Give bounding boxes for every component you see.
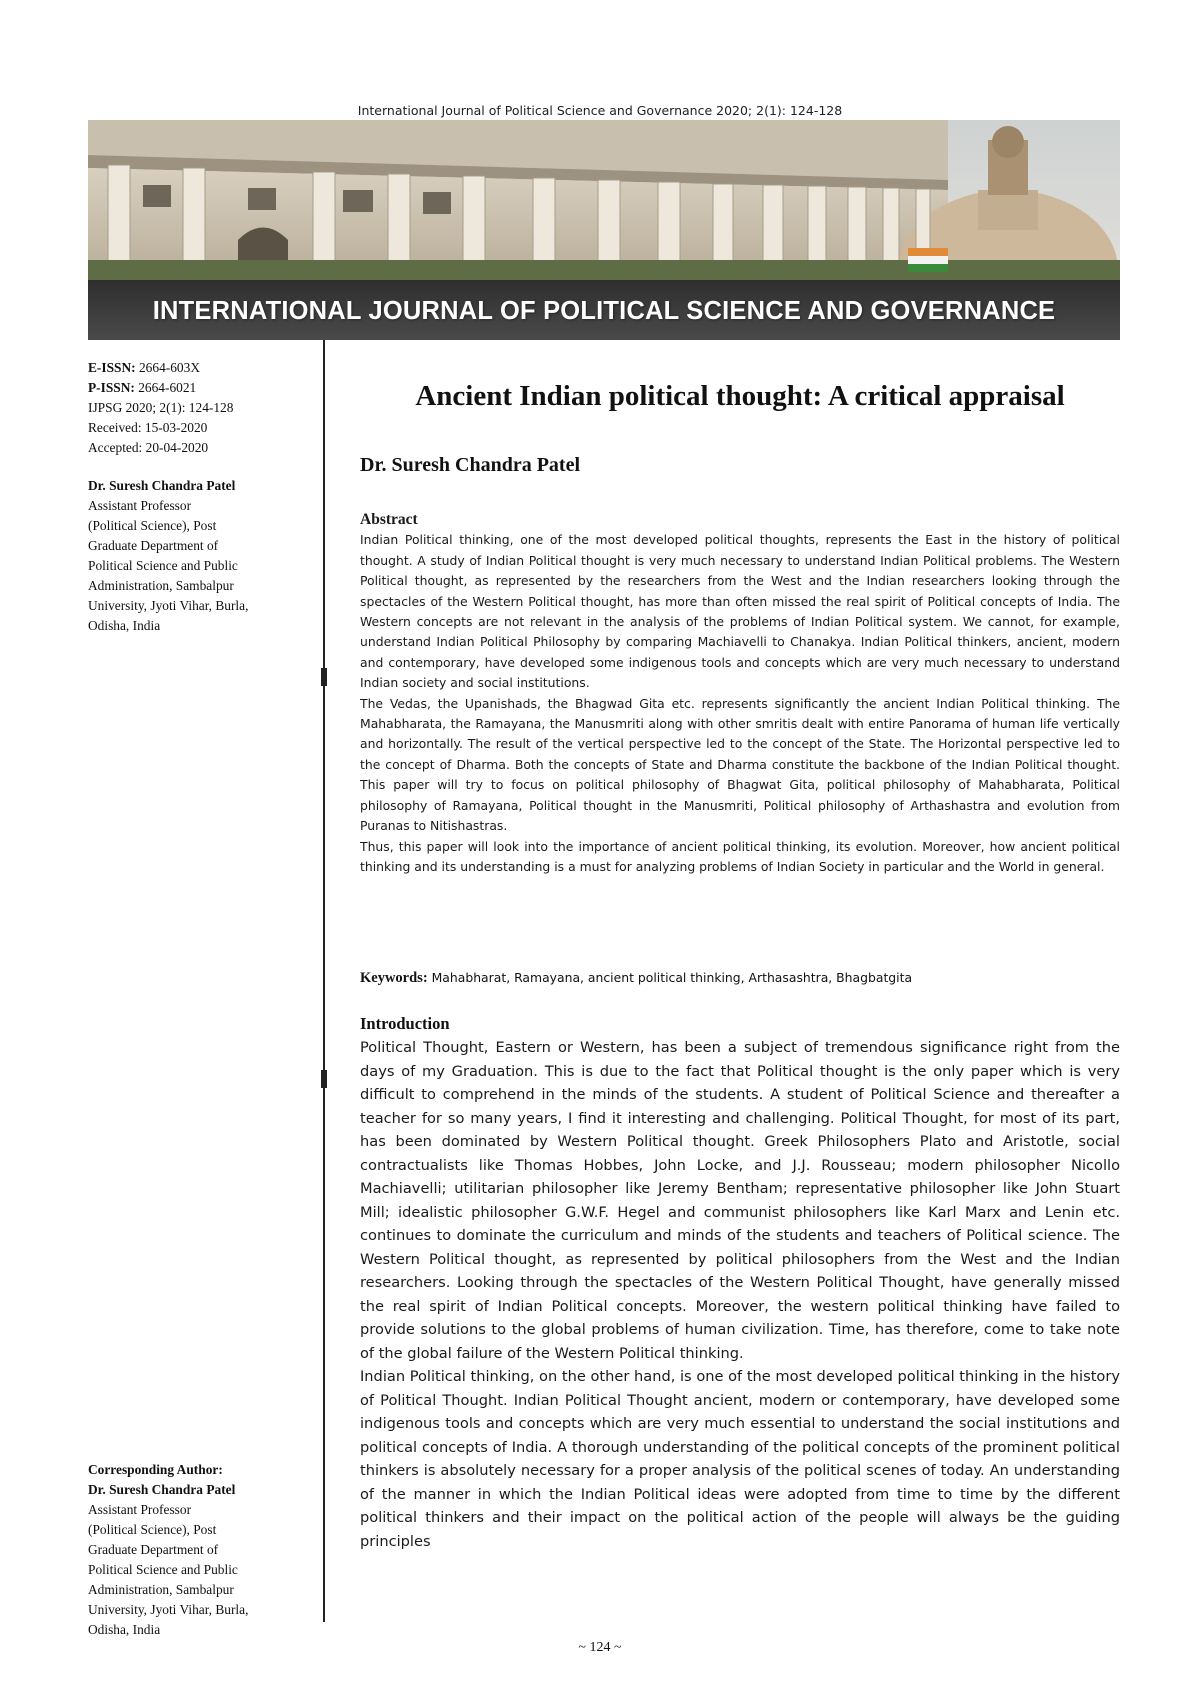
journal-banner xyxy=(88,120,1120,340)
corresponding-name: Dr. Suresh Chandra Patel xyxy=(88,1482,236,1497)
keywords-line xyxy=(360,970,1120,987)
divider-tick xyxy=(321,1070,327,1088)
affiliation-line: Administration, Sambalpur xyxy=(88,578,234,593)
intro-paragraph: Political Thought, Eastern or Western, has been a subject of tremendous significance right from the days of my Graduation. This is due to the fact that Political thought is the only paper which is very difficult to comprehend in the minds of the students. A student of Political Science and thereafter a teacher for so many years, I find it interesting and challenging. Political Thought, for most of its part, has been dominated by Western Political thought. Greek Philosophers Plato and Aristotle, social contractualists like Thomas Hobbes, John Locke, and J.J. Rousseau; modern philosopher Nicollo Machiavelli; utilitarian philosopher like Jeremy Bentham; representative philosopher like John Stuart Mill; idealistic philosopher G.W.F. Hegel and communist philosophers like Karl Marx and Lenin etc. continues to dominate the curriculum and minds of the students and teachers of Political science. The Western Political thought, as represented by political philosophers from the West and the Indian researchers. Looking through the spectacles of the Western Political Thought, have generally missed the real spirit of Indian Political concepts. Moreover, the western political thinking have failed to provide solutions to the global problems of human civilization. Time, has therefore, come to take note of the global failure of the Western Political thinking. xyxy=(360,1039,1120,1362)
article-author: Dr. Suresh Chandra Patel xyxy=(360,454,581,476)
column-divider xyxy=(323,340,325,1622)
banner-journal-title: INTERNATIONAL JOURNAL OF POLITICAL SCIENCE AND GOVERNANCE xyxy=(152,297,1056,325)
eissn-value: 2664-603X xyxy=(135,360,200,375)
publication-info xyxy=(88,358,303,636)
affiliation-line: Political Science and Public xyxy=(88,1562,238,1577)
accepted-date: Accepted: 20-04-2020 xyxy=(88,440,209,455)
abstract-paragraph: Indian Political thinking, one of the most developed political thoughts, represents the East in the history of political thought. A study of Indian Political thought is very much necessary to understand Indian Political problems. The Western Political thought, as represented by the researchers from the West and the Indian researchers looking through the spectacles of the Western Political thought, has more than often missed the real spirit of Political concepts of India. The Western concepts are not relevant in the analysis of the problems of Indian Political system. We cannot, for example, understand Indian Political Philosophy by comparing Machiavelli to Chanakya. Indian Political thinkers, ancient, modern and contemporary, have developed some indigenous tools and concepts which are very much necessary to understand Indian society and social institutions. xyxy=(360,532,1120,691)
corresponding-author-block xyxy=(88,1460,303,1640)
keywords-value: Mahabharat, Ramayana, ancient political thinking, Arthasashtra, Bhagbatgita xyxy=(427,970,913,985)
affiliation-line: (Political Science), Post xyxy=(88,1522,217,1537)
eissn-label: E-ISSN: xyxy=(88,360,136,375)
sidebar-author-name: Dr. Suresh Chandra Patel xyxy=(88,478,236,493)
affiliation-line: University, Jyoti Vihar, Burla, xyxy=(88,1602,249,1617)
abstract-heading: Abstract xyxy=(360,511,418,528)
abstract-paragraph: The Vedas, the Upanishads, the Bhagwad Gita etc. represents significantly the ancient Indian Political thinking. The Mahabharata, the Ramayana, the Manusmriti along with other smritis dealt with entire Panorama of human life vertically and horizontally. The result of the vertical perspective led to the concept of the State. The Horizontal perspective led to the concept of Dharma. Both the concepts of State and Dharma constitute the backbone of the Indian Political thought. This paper will try to focus on political philosophy of Bhagwat Gita, political philosophy of Mahabharata, Political philosophy of Ramayana, Political thought in the Manusmriti, Political philosophy of Arthashastra and evolution from Puranas to Nitishastras. xyxy=(360,695,1120,834)
affiliation-line: Odisha, India xyxy=(88,1622,161,1637)
article-title: Ancient Indian political thought: A critical appraisal xyxy=(415,380,1065,412)
abstract-paragraph: Thus, this paper will look into the importance of ancient political thinking, its evolution. Moreover, how ancient political thinking and its understanding is a must for analyzing problems of Indian Society in particular and the World in general. xyxy=(360,838,1120,874)
affiliation-line: Assistant Professor xyxy=(88,1502,192,1517)
corresponding-label: Corresponding Author: xyxy=(88,1462,223,1477)
introduction-section xyxy=(360,1036,1120,1553)
affiliation-line: University, Jyoti Vihar, Burla, xyxy=(88,598,249,613)
affiliation-line: Assistant Professor xyxy=(88,498,192,513)
pissn-value: 2664-6021 xyxy=(134,380,197,395)
eissn-line xyxy=(88,358,303,378)
received-date: Received: 15-03-2020 xyxy=(88,420,208,435)
keywords-label: Keywords: xyxy=(360,970,428,986)
pissn-label: P-ISSN: xyxy=(88,380,135,395)
affiliation-line: Political Science and Public xyxy=(88,558,238,573)
divider-tick xyxy=(321,668,327,686)
intro-paragraph: Indian Political thinking, on the other hand, is one of the most developed political thinking in the history of Political Thought. Indian Political Thought ancient, modern or contemporary, have developed some indigenous tools and concepts which are very much essential to understand the social institutions and political concepts of India. A thorough understanding of the political concepts of the prominent political thinkers is absolutely necessary for a proper analysis of the political scenes of today. An understanding of the manner in which the Indian Political ideas were adopted from time to time by the different political thinkers and their impact on the political action of the people will always be the guiding principles xyxy=(360,1368,1120,1550)
page-number: ~ 124 ~ xyxy=(578,1640,622,1655)
affiliation-line: Administration, Sambalpur xyxy=(88,1582,234,1597)
journal-citation-line: International Journal of Political Science and Governance 2020; 2(1): 124-128 xyxy=(357,103,843,118)
abstract-section xyxy=(360,510,1120,877)
affiliation-line: Odisha, India xyxy=(88,618,161,633)
affiliation-line: Graduate Department of xyxy=(88,538,219,553)
introduction-heading: Introduction xyxy=(360,1014,450,1033)
affiliation-line: Graduate Department of xyxy=(88,1542,219,1557)
pissn-line xyxy=(88,378,303,398)
citation: IJPSG 2020; 2(1): 124-128 xyxy=(88,400,234,415)
affiliation-line: (Political Science), Post xyxy=(88,518,217,533)
